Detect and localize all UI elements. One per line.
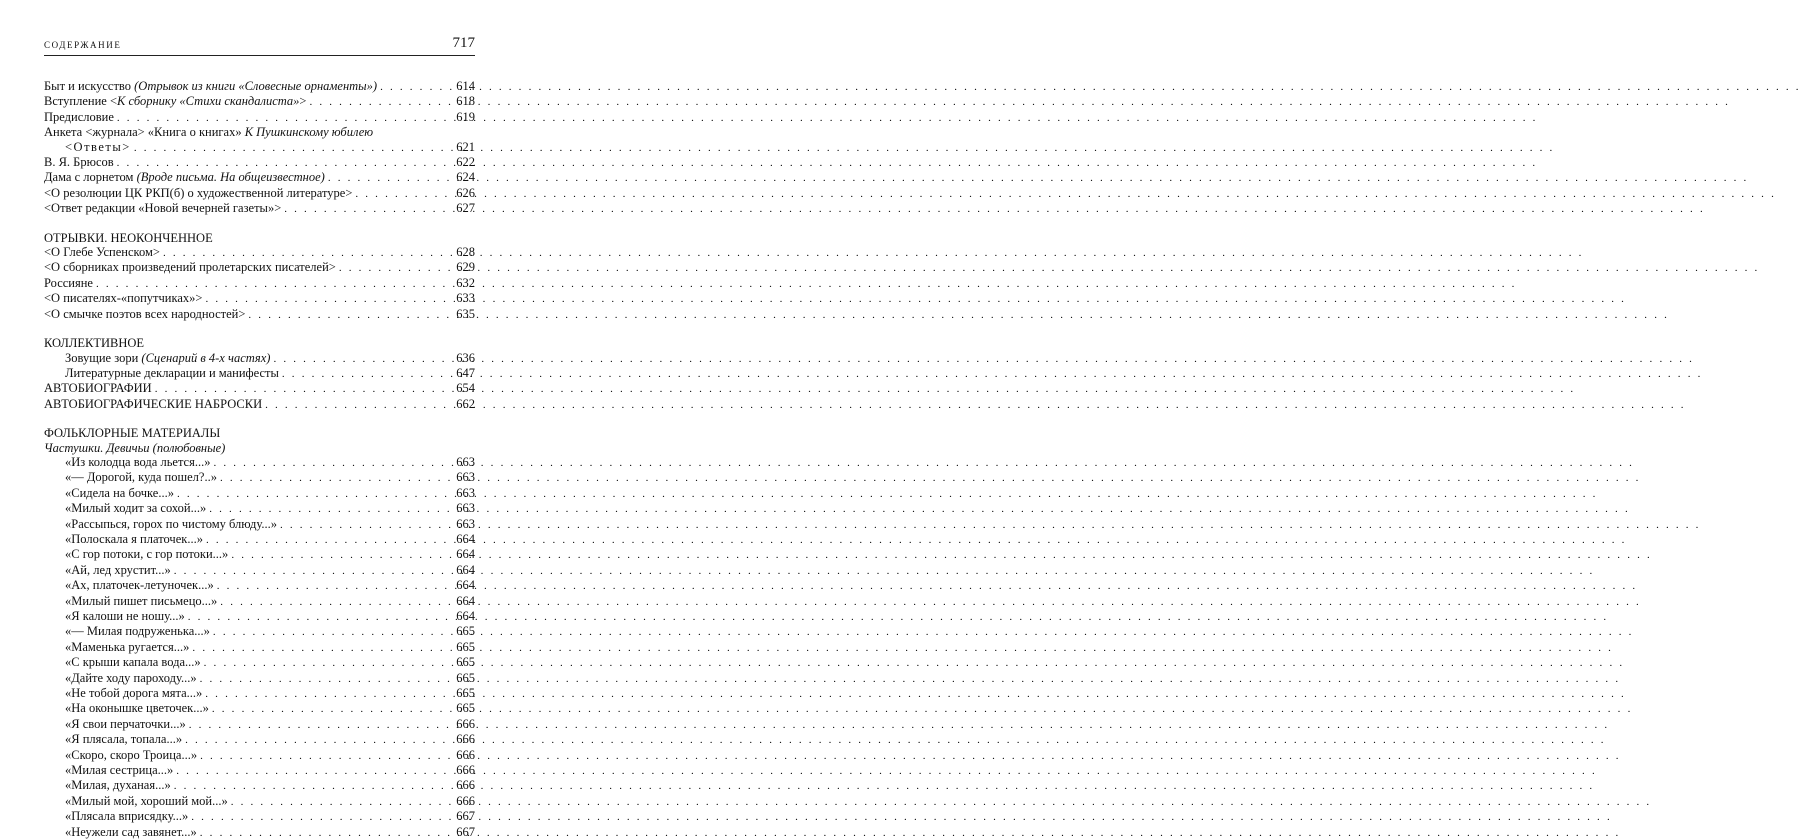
toc-page: 614 bbox=[456, 79, 475, 93]
toc-page: 626 bbox=[456, 185, 475, 200]
toc-entry[interactable]: <Ответ редакции «Новой вечерней газеты»> . . . 627 bbox=[44, 201, 475, 216]
dot-leader bbox=[213, 625, 453, 639]
toc-entry[interactable]: В. Я. Брюсов . . . 622 bbox=[44, 155, 475, 170]
toc-page: 665 bbox=[456, 639, 475, 654]
toc-page: 654 bbox=[456, 381, 475, 396]
toc-page: 663 bbox=[456, 470, 475, 485]
toc-entry[interactable]: «Сидела на бочке...» . . . 663 bbox=[44, 486, 475, 501]
toc-page: 667 bbox=[456, 809, 475, 824]
dot-leader bbox=[200, 672, 454, 686]
dot-leader bbox=[117, 156, 454, 170]
dot-leader bbox=[380, 80, 453, 94]
toc-entry[interactable]: Литературные декларации и манифесты . . . 647 bbox=[44, 366, 475, 381]
toc-page: 663 bbox=[456, 485, 475, 500]
dot-leader bbox=[188, 610, 454, 624]
toc-entry[interactable]: «Милая сестрица...» . . . 666 bbox=[44, 763, 475, 778]
toc-entry[interactable]: Предисловие . . . 619 bbox=[44, 110, 475, 125]
dot-leader bbox=[273, 352, 453, 366]
toc-page: 666 bbox=[456, 732, 475, 747]
dot-leader bbox=[177, 487, 453, 501]
toc-entry[interactable]: «Милый пишет письмецо...» . . . 664 bbox=[44, 594, 475, 609]
toc-entry[interactable]: «Милый ходит за сохой...» . . . 663 bbox=[44, 501, 475, 516]
toc-page: 664 bbox=[456, 593, 475, 608]
dot-leader bbox=[265, 398, 453, 412]
toc-entry[interactable]: «Я плясала, топала...» . . . 666 bbox=[44, 732, 475, 747]
toc-page: 665 bbox=[456, 686, 475, 701]
toc-page: 665 bbox=[456, 701, 475, 716]
toc-entry[interactable]: АВТОБИОГРАФИИ . . . 654 bbox=[44, 381, 475, 396]
toc-page: 662 bbox=[456, 396, 475, 411]
toc-entry[interactable]: «Полоскала я платочек...» . . . 664 bbox=[44, 532, 475, 547]
dot-leader bbox=[174, 779, 454, 793]
dot-leader bbox=[204, 656, 454, 670]
dot-leader bbox=[205, 292, 453, 306]
running-title: СОДЕРЖАНИЕ bbox=[44, 40, 122, 50]
toc-entry[interactable]: «Милая, духаная...» . . . 666 bbox=[44, 778, 475, 793]
toc-entry[interactable]: «Ай, лед хрустит...» . . . 664 bbox=[44, 563, 475, 578]
toc-page: 666 bbox=[456, 716, 475, 731]
dot-leader bbox=[282, 367, 453, 381]
toc-page: 665 bbox=[456, 670, 475, 685]
dot-leader bbox=[206, 533, 453, 547]
dot-leader bbox=[355, 187, 453, 201]
dot-leader bbox=[280, 518, 453, 532]
toc-entry[interactable]: АВТОБИОГРАФИЧЕСКИЕ НАБРОСКИ . . . 662 bbox=[44, 397, 475, 412]
dot-leader bbox=[220, 595, 453, 609]
toc-entry[interactable]: «На оконышке цветочек...» . . . 665 bbox=[44, 701, 475, 716]
toc-entry[interactable]: <О писателях-«попутчиках»> . . . 633 bbox=[44, 291, 475, 306]
toc-entry[interactable]: «С крыши капала вода...» . . . 665 bbox=[44, 655, 475, 670]
dot-leader bbox=[220, 471, 453, 485]
toc-page: 627 bbox=[456, 201, 475, 216]
dot-leader bbox=[163, 246, 453, 260]
toc-entry[interactable]: «Из колодца вода льется...» . . . 663 bbox=[44, 455, 475, 470]
dot-leader bbox=[96, 277, 453, 291]
toc-entry[interactable]: <О резолюции ЦК РКП(б) о художественной литературе> . . . 626 bbox=[44, 186, 475, 201]
dot-leader bbox=[212, 702, 453, 716]
toc-entry[interactable]: <О смычке поэтов всех народностей> . . . 635 bbox=[44, 307, 475, 322]
toc-page: 619 bbox=[456, 109, 475, 124]
dot-leader bbox=[134, 141, 453, 155]
section-heading: ОТРЫВКИ. НЕОКОНЧЕННОЕ bbox=[44, 230, 213, 245]
toc-entry[interactable]: «Милый мой, хороший мой...» . . . 666 bbox=[44, 794, 475, 809]
toc-page: 665 bbox=[456, 655, 475, 670]
toc-page: 666 bbox=[456, 778, 475, 793]
toc-page: 628 bbox=[456, 245, 475, 260]
dot-leader bbox=[191, 810, 453, 824]
toc-entry[interactable]: «— Милая подруженька...» . . . 665 bbox=[44, 624, 475, 639]
toc-page: 621 bbox=[456, 139, 475, 154]
toc-entry[interactable]: Зовущие зори (Сценарий в 4-х частях) . . . 636 bbox=[44, 351, 475, 366]
dot-leader bbox=[205, 687, 453, 701]
dot-leader bbox=[176, 764, 453, 778]
toc-page: 635 bbox=[456, 306, 475, 321]
subsection-heading: Частушки. Девичьи (полюбовные) bbox=[44, 440, 226, 455]
dot-leader bbox=[217, 579, 454, 593]
toc-page: 664 bbox=[456, 578, 475, 593]
toc-page: 663 bbox=[456, 501, 475, 516]
dot-leader bbox=[185, 733, 453, 747]
toc-page: 632 bbox=[456, 275, 475, 290]
toc-entry[interactable]: «Я свои перчаточки...» . . . 666 bbox=[44, 717, 475, 732]
toc-page: 664 bbox=[456, 547, 475, 562]
toc-page: 664 bbox=[456, 531, 475, 546]
toc-page: 663 bbox=[456, 454, 475, 469]
dot-leader bbox=[209, 502, 453, 516]
toc-page: 633 bbox=[456, 291, 475, 306]
dot-leader bbox=[117, 111, 453, 125]
dot-leader bbox=[339, 261, 453, 275]
toc-entry[interactable]: Дама с лорнетом (Вроде письма. На общеизвестное) . . . 624 bbox=[44, 170, 475, 185]
toc-entry[interactable]: Вступление <К сборнику «Стихи скандалиста»> . . . 618 bbox=[44, 94, 475, 109]
table-of-contents bbox=[44, 79, 475, 840]
toc-page: 664 bbox=[456, 562, 475, 577]
dot-leader bbox=[200, 749, 453, 763]
dot-leader bbox=[192, 641, 453, 655]
toc-entry[interactable]: «— Дорогой, куда пошел?..» . . . 663 bbox=[44, 470, 475, 485]
page-header bbox=[44, 35, 475, 55]
toc-entry[interactable]: Россияне . . . 632 bbox=[44, 276, 475, 291]
dot-leader bbox=[248, 308, 453, 322]
dot-leader bbox=[213, 456, 453, 470]
section-heading: КОЛЛЕКТИВНОЕ bbox=[44, 336, 145, 351]
header-rule bbox=[44, 55, 475, 56]
toc-entry[interactable]: «Неужели сад завянет...» . . . 667 bbox=[44, 825, 475, 840]
dot-leader bbox=[328, 171, 453, 185]
toc-entry-multiline[interactable]: Анкета <журнала> «Книга о книгах» К Пушкинскому юбилею <Ответы> . . . 621 bbox=[44, 125, 475, 155]
toc-page: 636 bbox=[456, 350, 475, 365]
toc-entry[interactable]: «Скоро, скоро Троица...» . . . 666 bbox=[44, 748, 475, 763]
toc-page: 622 bbox=[456, 155, 475, 170]
dot-leader bbox=[200, 826, 453, 840]
toc-entry[interactable]: Быт и искусство (Отрывок из книги «Словесные орнаменты») . . . 614 bbox=[44, 79, 475, 94]
toc-page: 667 bbox=[456, 824, 475, 839]
dot-leader bbox=[284, 202, 453, 216]
dot-leader bbox=[231, 548, 453, 562]
dot-leader bbox=[189, 718, 454, 732]
toc-entry[interactable]: «Плясала вприсядку...» . . . 667 bbox=[44, 809, 475, 824]
dot-leader bbox=[231, 795, 454, 809]
toc-page: 663 bbox=[456, 516, 475, 531]
toc-page: 624 bbox=[456, 170, 475, 185]
toc-page: 666 bbox=[456, 793, 475, 808]
toc-entry[interactable]: «Дайте ходу пароходу...» . . . 665 bbox=[44, 671, 475, 686]
toc-page: 666 bbox=[456, 763, 475, 778]
toc-entry[interactable]: «Не тобой дорога мята...» . . . 665 bbox=[44, 686, 475, 701]
folk-list bbox=[44, 455, 475, 840]
toc-page: 666 bbox=[456, 747, 475, 762]
toc-page: 664 bbox=[456, 609, 475, 623]
toc-page: 647 bbox=[456, 365, 475, 380]
toc-page: 665 bbox=[456, 624, 475, 639]
dot-leader bbox=[309, 95, 453, 109]
toc-page: 618 bbox=[456, 94, 475, 109]
section-heading: ФОЛЬКЛОРНЫЕ МАТЕРИАЛЫ bbox=[44, 426, 221, 441]
dot-leader bbox=[174, 564, 453, 578]
page-number: 717 bbox=[452, 35, 475, 51]
toc-entry[interactable]: «Маменька ругается...» . . . 665 bbox=[44, 640, 475, 655]
toc-entry[interactable]: <О Глебе Успенском> . . . 628 bbox=[44, 245, 475, 260]
toc-entry[interactable]: <О сборниках произведений пролетарских писателей> . . . 629 bbox=[44, 260, 475, 275]
toc-entry[interactable]: «Ах, платочек-летуночек...» . . . 664 bbox=[44, 578, 475, 593]
toc-entry[interactable]: «Рассыпься, горох по чистому блюду...» . . . 663 bbox=[44, 517, 475, 532]
toc-entry[interactable]: «С гор потоки, с гор потоки...» . . . 664 bbox=[44, 547, 475, 562]
toc-entry[interactable]: «Я калоши не ношу...» . . . 664 bbox=[44, 609, 475, 624]
toc-page: 629 bbox=[456, 260, 475, 275]
dot-leader bbox=[155, 382, 454, 396]
